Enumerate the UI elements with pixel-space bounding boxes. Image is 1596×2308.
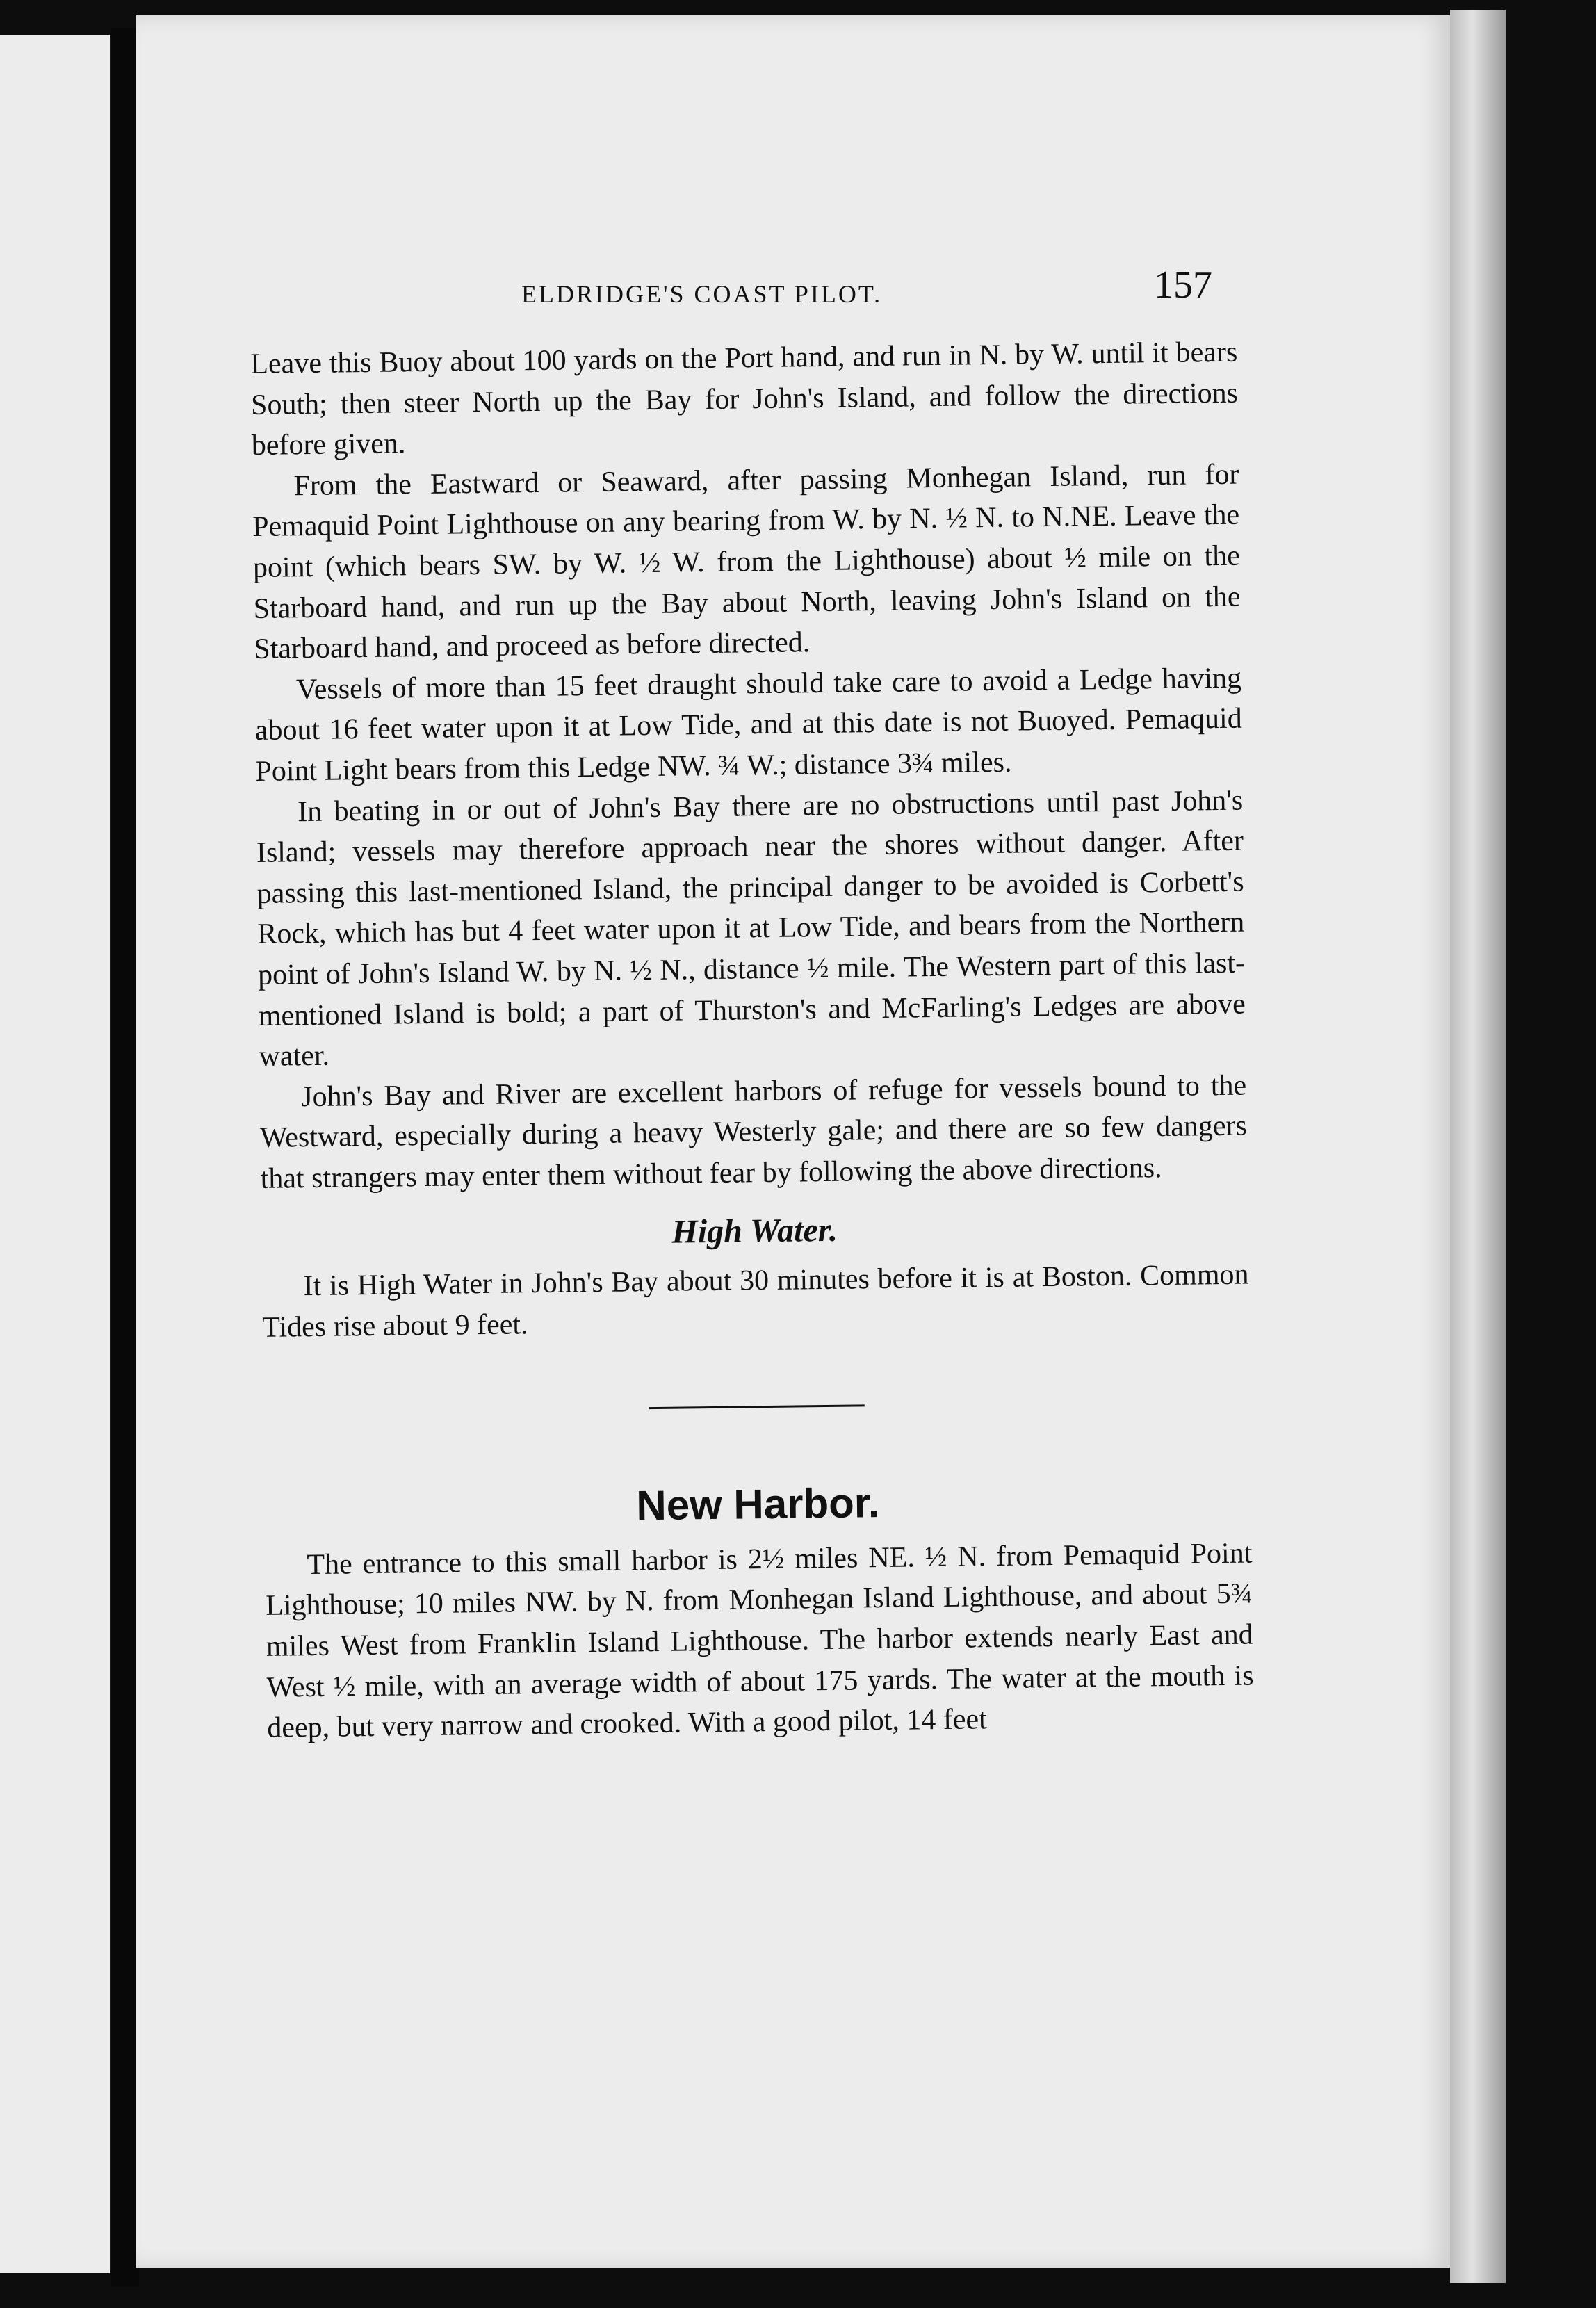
page-body	[250, 332, 1255, 1749]
paragraph: John's Bay and River are excellent harbors of refuge for vessels bound to the Westward, especially during a heavy Westerly gale; and there are so few dangers that strangers may enter them without fear by following the above directions.	[259, 1069, 1248, 1195]
facing-page-edge	[0, 35, 114, 2273]
paragraph: Leave this Buoy about 100 yards on the Port hand, and run in N. by W. until it bears South; then steer North up the Bay for John's Island, and follow the directions before given.	[250, 336, 1239, 462]
section-heading-high-water: High Water.	[671, 1212, 838, 1251]
section-heading-new-harbor: New Harbor.	[635, 1479, 880, 1529]
paragraph: The entrance to this small harbor is 2½ miles NE. ½ N. from Pemaquid Point Lighthouse; 10 miles NW. by N. from Monhegan Island Lighthouse, and about 5¾ miles West from Franklin Island Lighthouse. The harbor extends nearly East and West ½ mile, with an average width of about 175 yards. The water at the mouth is deep, but very narrow and crooked. With a good pilot, 14 feet	[265, 1537, 1254, 1745]
paragraph: It is High Water in John's Bay about 30 minutes before it is at Boston. Common Tides rise about 9 feet.	[262, 1258, 1249, 1344]
page-block-edge	[1450, 10, 1506, 2283]
paragraph: From the Eastward or Seaward, after passing Monhegan Island, run for Pemaquid Point Lighthouse on any bearing from W. by N. ½ N. to N.NE. Leave the point (which bears SW. by W. ½ W. from the Lighthouse) about ½ mile on the Starboard hand, and run up the Bay about North, leaving John's Island on the Starboard hand, and proceed as before directed.	[252, 458, 1241, 666]
page-header	[389, 259, 1223, 314]
book-spine-gutter	[111, 28, 139, 2287]
section-divider	[649, 1405, 865, 1410]
running-title: ELDRIDGE'S COAST PILOT.	[521, 280, 883, 308]
paragraph: In beating in or out of John's Bay there are no obstructions until past John's Island; vessels may therefore approach near the shores without danger. After passing this last-mentioned Island, the principal danger to be avoided is Corbett's Rock, which has but 4 feet water upon it at Low Tide, and bears from the Northern point of John's Island W. by N. ½ N., distance ½ mile. The Western part of this last-mentioned Island is bold; a part of Thurston's and McFarling's Ledges are above water.	[256, 784, 1246, 1073]
page-number: 157	[1154, 263, 1212, 307]
paragraph: Vessels of more than 15 feet draught should take care to avoid a Ledge having about 16 feet water upon it at Low Tide, and at this date is not Buoyed. Pemaquid Point Light bears from this Ledge NW. ¾ W.; distance 3¾ miles.	[254, 662, 1242, 788]
